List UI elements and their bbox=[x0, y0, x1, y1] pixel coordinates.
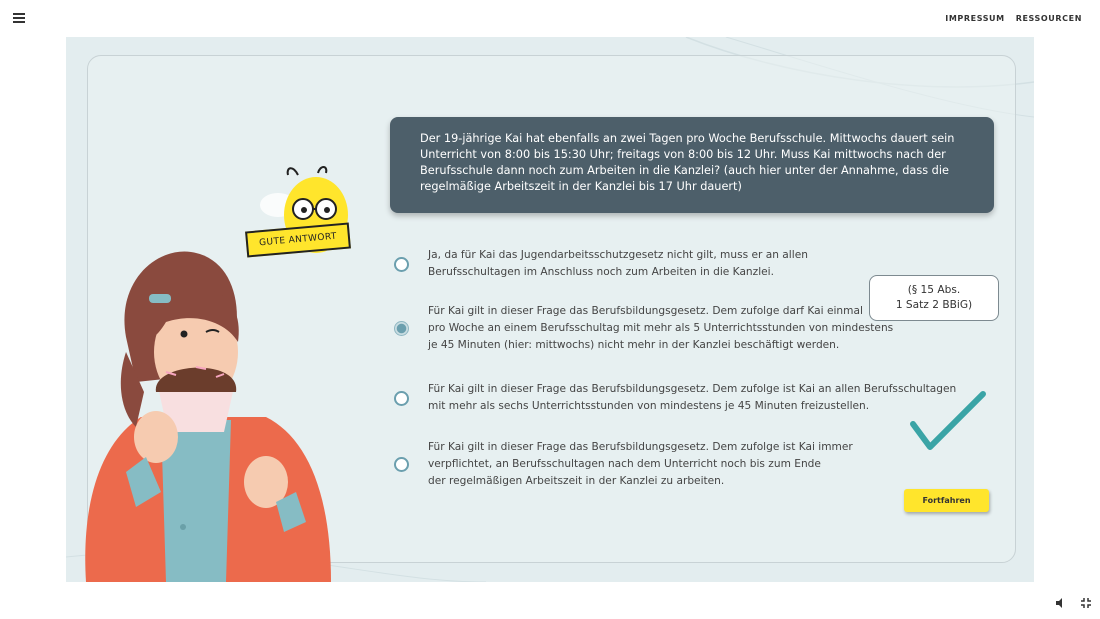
badge-label: GUTE ANTWORT bbox=[258, 231, 338, 249]
top-bar bbox=[0, 0, 1100, 37]
ressourcen-link[interactable]: RESSOURCEN bbox=[1015, 14, 1082, 23]
question-box bbox=[390, 117, 994, 213]
answer-option-label: Für Kai gilt in dieser Frage das Berufsbildungsgesetz. Dem zufolge ist Kai immer verpflichtet, an Berufsschultagen nach dem Unterricht noch bis zum Ende der regelmäßigen Arbeitszeit in der Kanzlei zu arbeiten. bbox=[428, 441, 853, 487]
legal-reference-box bbox=[869, 275, 999, 321]
top-nav bbox=[945, 14, 1082, 23]
woman-eating-muffin-illustration bbox=[66, 242, 346, 582]
answer-option-2[interactable] bbox=[394, 303, 893, 354]
answer-option-4[interactable] bbox=[394, 439, 853, 490]
answer-option-label: Für Kai gilt in dieser Frage das Berufsbildungsgesetz. Dem zufolge darf Kai einmal pro Woche an einem Berufsschultag mit mehr als 5 Unterrichtsstunden von mindestens je 45 Minuten (hier: mittwochs) nicht mehr in der Kanzlei beschäftigt werden. bbox=[428, 305, 894, 351]
media-controls bbox=[1054, 594, 1092, 606]
answer-option-label: Ja, da für Kai das Jugendarbeitsschutzgesetz nicht gilt, muss er an allen Berufsschultagen im Anschluss noch zum Arbeiten in die Kanzlei. bbox=[428, 249, 808, 278]
question-text: Der 19-jährige Kai hat ebenfalls an zwei Tagen pro Woche Berufsschule. Mittwochs dauert sein Unterricht von 8:00 bis 15:30 Uhr; freitags von 8:00 bis 12 Uhr. Muss Kai mittwochs nach der Berufsschule dann noch zum Arbeiten in die Kanzlei? (auch hier unter der Annahme, dass die regelmäßige Arbeitszeit in der Kanzlei bis 17 Uhr dauert) bbox=[420, 132, 955, 193]
answer-option-3[interactable] bbox=[394, 381, 956, 415]
answer-option-label: Für Kai gilt in dieser Frage das Berufsbildungsgesetz. Dem zufolge ist Kai an allen Berufsschultagen mit mehr als sechs Unterrichtsstunden von mindestens je 45 Minuten freizustellen. bbox=[428, 383, 957, 412]
legal-reference-text: (§ 15 Abs. 1 Satz 2 BBiG) bbox=[895, 284, 973, 311]
answer-option-1[interactable] bbox=[394, 247, 808, 281]
radio-button[interactable] bbox=[394, 391, 409, 406]
speaker-icon[interactable] bbox=[1054, 594, 1066, 606]
hamburger-menu-icon[interactable] bbox=[13, 13, 25, 23]
impressum-link[interactable]: IMPRESSUM bbox=[945, 14, 1005, 23]
checkmark-icon bbox=[908, 389, 988, 459]
fullscreen-exit-icon[interactable] bbox=[1080, 594, 1092, 606]
radio-button[interactable] bbox=[394, 457, 409, 472]
quiz-stage bbox=[66, 37, 1034, 582]
bee-mascot-illustration bbox=[258, 165, 358, 275]
radio-button-selected[interactable] bbox=[394, 321, 409, 336]
radio-button[interactable] bbox=[394, 257, 409, 272]
continue-button[interactable]: Fortfahren bbox=[904, 489, 989, 512]
